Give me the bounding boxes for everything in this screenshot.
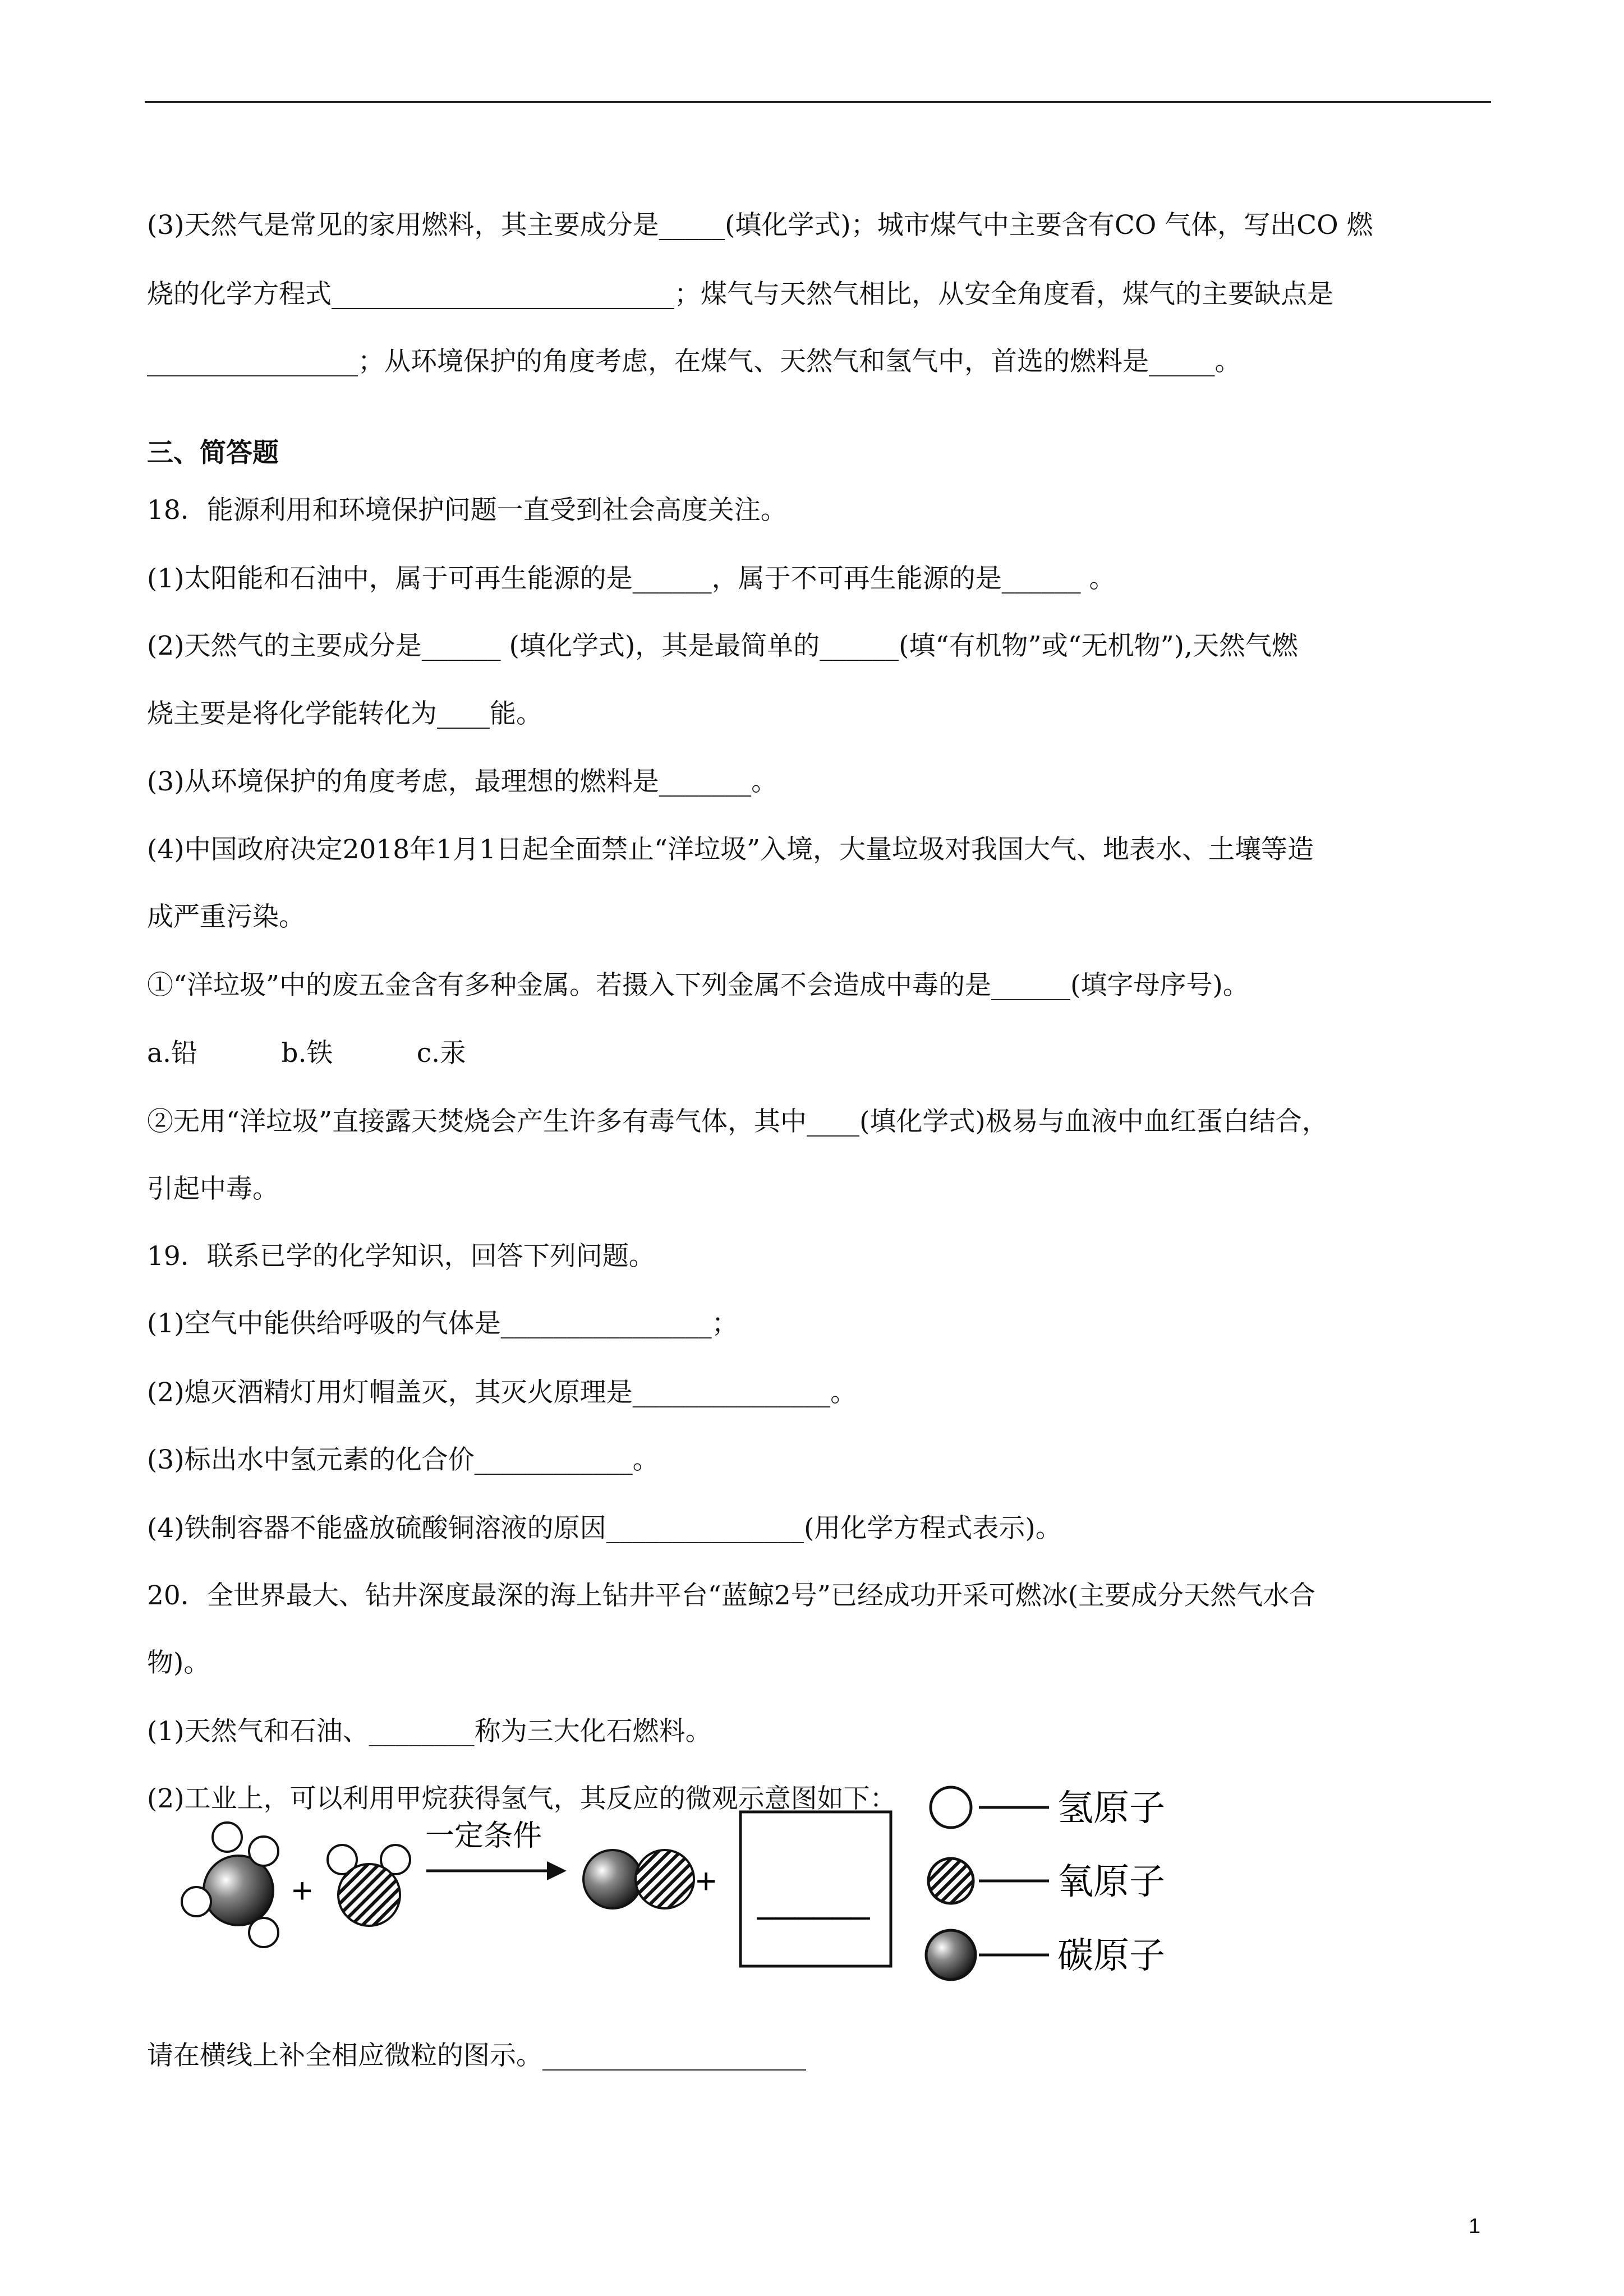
q18-part2-line2: 烧主要是将化学能转化为____能。 xyxy=(147,698,542,729)
answer-box xyxy=(740,1812,891,1966)
reaction-arrow xyxy=(426,1861,567,1880)
q18-sub1-options: a.铅 b.铁 c.汞 xyxy=(147,1038,467,1069)
q19-part2: (2)熄灭酒精灯用灯帽盖灭，其灭火原理是_______________。 xyxy=(147,1377,857,1408)
q20-stem-line1: 20．全世界最大、钻井深度最深的海上钻井平台“蓝鲸2号”已经成功开采可燃冰(主要成分天然气水合 xyxy=(147,1580,1316,1611)
q17-part3-line2: 烧的化学方程式__________________________；煤气与天然气相比，从安全角度看，煤气的主要缺点是 xyxy=(147,279,1333,310)
q20-instruction: 请在横线上补全相应微粒的图示。____________________ xyxy=(147,2040,806,2071)
header-rule xyxy=(145,101,1491,103)
legend-label-carbon: 碳原子 xyxy=(1057,1935,1165,1977)
q18-sub2-line2: 引起中毒。 xyxy=(147,1174,279,1204)
section-heading: 三、简答题 xyxy=(147,438,279,468)
legend-label-oxygen: 氧原子 xyxy=(1057,1861,1165,1903)
q20-stem-line2: 物)。 xyxy=(147,1648,210,1678)
legend-hydrogen xyxy=(931,1787,1165,1829)
q19-stem: 19．联系已学的化学知识，回答下列问题。 xyxy=(147,1241,655,1272)
q18-part2-line1: (2)天然气的主要成分是______ (填化学式)，其是最简单的______(填“有机物”或“无机物”),天然气燃 xyxy=(147,631,1298,661)
plus-sign-2: + xyxy=(696,1861,717,1901)
q18-sub1: ①“洋垃圾”中的废五金含有多种金属。若摄入下列金属不会造成中毒的是______(填字母序号)。 xyxy=(147,970,1249,1001)
hydrogen-atom-icon xyxy=(931,1787,971,1828)
q17-part3-line3: ________________；从环境保护的角度考虑，在煤气、天然气和氢气中，首选的燃料是_____。 xyxy=(147,346,1241,377)
q20-part1: (1)天然气和石油、________称为三大化石燃料。 xyxy=(147,1716,712,1747)
q18-part1: (1)太阳能和石油中，属于可再生能源的是______，属于不可再生能源的是______ 。 xyxy=(147,563,1116,594)
q19-part3: (3)标出水中氢元素的化合价____________。 xyxy=(147,1444,659,1475)
oxygen-atom-icon xyxy=(928,1858,973,1903)
carbon-atom-icon xyxy=(926,1930,976,1980)
q20-part2: (2)工业上，可以利用甲烷获得氢气，其反应的微观示意图如下： xyxy=(147,1783,896,1814)
answer-blank: ______ xyxy=(757,1883,870,1920)
q18-part3: (3)从环境保护的角度考虑，最理想的燃料是_______。 xyxy=(147,766,778,797)
carbon-monoxide-molecule xyxy=(583,1850,694,1908)
q19-part1: (1)空气中能供给呼吸的气体是________________； xyxy=(147,1308,738,1339)
q17-part3-line1: (3)天然气是常见的家用燃料，其主要成分是_____(填化学式)；城市煤气中主要含有CO 气体，写出CO 燃 xyxy=(147,210,1373,241)
reaction-diagram xyxy=(180,1773,1257,2008)
q18-part4-line1: (4)中国政府决定2018年1月1日起全面禁止“洋垃圾”入境，大量垃圾对我国大气、地表水、土壤等造 xyxy=(147,834,1314,865)
legend-carbon xyxy=(926,1930,1165,1980)
reaction-condition: 一定条件 xyxy=(425,1819,542,1853)
page-number: 1 xyxy=(1469,2215,1481,2238)
legend-oxygen xyxy=(928,1858,1165,1903)
legend-label-hydrogen: 氢原子 xyxy=(1057,1788,1165,1829)
q19-part4: (4)铁制容器不能盛放硫酸铜溶液的原因_______________(用化学方程式表示)。 xyxy=(147,1513,1062,1544)
q18-part4-line2: 成严重污染。 xyxy=(147,901,305,932)
methane-molecule xyxy=(182,1823,278,1947)
plus-sign-1: + xyxy=(292,1870,313,1911)
water-molecule xyxy=(328,1845,410,1926)
q18-sub2-line1: ②无用“洋垃圾”直接露天焚烧会产生许多有毒气体，其中____(填化学式)极易与血液中血红蛋白结合， xyxy=(147,1106,1328,1137)
q18-stem: 18．能源利用和环境保护问题一直受到社会高度关注。 xyxy=(147,495,787,526)
